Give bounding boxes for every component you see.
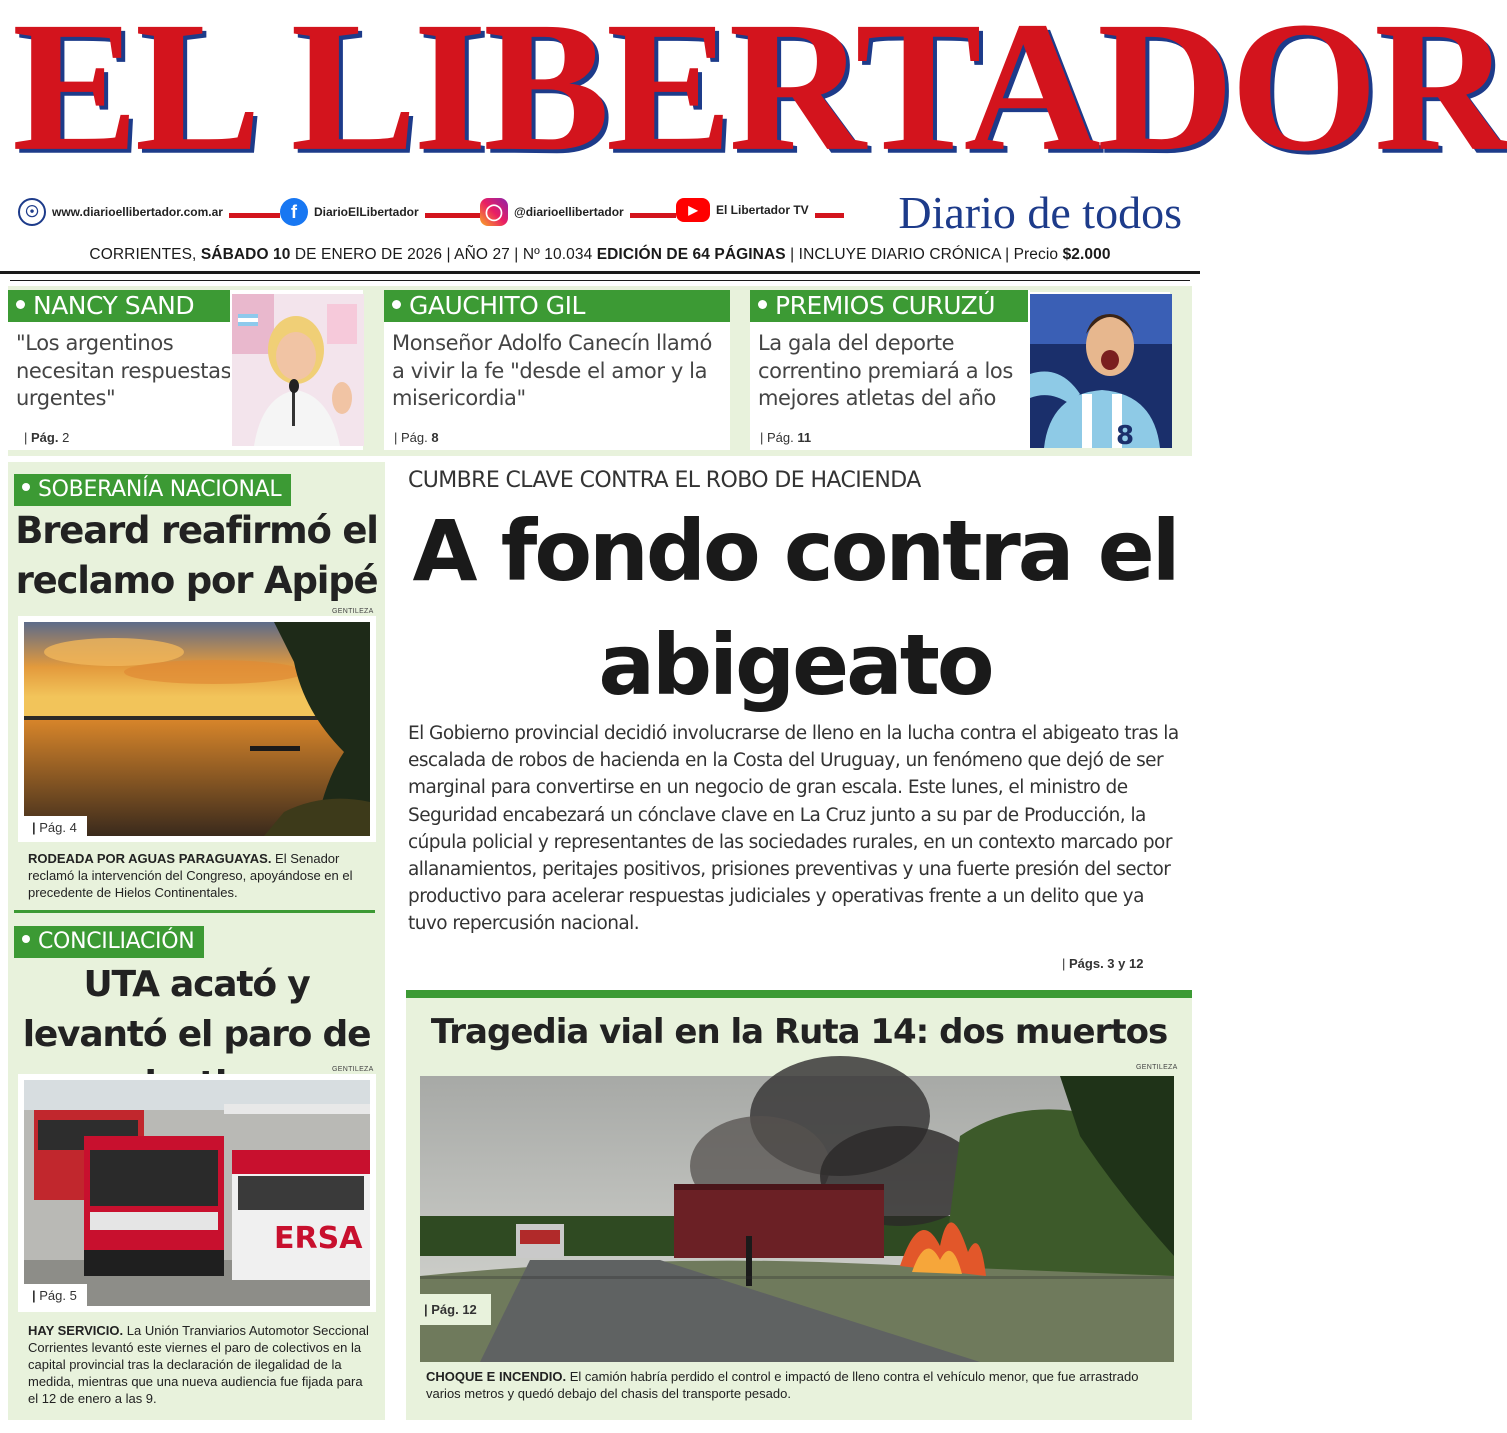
teaser-premios-curuzu[interactable] (750, 290, 1030, 450)
youtube-link[interactable] (676, 198, 815, 222)
river-sunset-image (24, 622, 370, 836)
accident-photo (420, 1076, 1174, 1362)
accident-story (406, 990, 1192, 1420)
photo-credit: GENTILEZA (332, 608, 374, 615)
main-headline[interactable]: A fondo contra el abigeato (412, 502, 1178, 714)
dateline-price: $2.000 (1062, 246, 1111, 263)
divider (10, 280, 1190, 281)
section-divider (14, 910, 375, 913)
section-label-conciliacion: CONCILIACIÓN (14, 926, 204, 958)
caption-tragedia: CHOQUE E INCENDIO. El camión habría perdido el control e impactó de lleno contra el vehículo menor, que fue arrastrado varios metros y quedó debajo del chasis del transporte pesado. (426, 1369, 1139, 1401)
page-ref: | Pág. 5 (24, 1284, 87, 1307)
headline-uta[interactable]: UTA acató y levantó el paro de (22, 964, 371, 1055)
instagram-link[interactable] (480, 198, 630, 226)
dateline (0, 246, 1200, 274)
teaser-photo-nancy-sand (230, 292, 362, 444)
headline-breard[interactable]: Breard reafirmó el reclamo por Apipé (15, 509, 378, 602)
page-ref-main: | Págs. 3 y 12 (1062, 956, 1144, 971)
section-label-soberania: SOBERANÍA NACIONAL (14, 474, 291, 506)
svg-text:ERSA: ERSA (274, 1221, 363, 1256)
athlete-image (1030, 294, 1172, 451)
facebook-icon: f (280, 198, 308, 226)
facebook-text: DiarioElLibertador (314, 205, 419, 219)
headline-tragedia[interactable]: Tragedia vial en la Ruta 14: dos muertos (430, 1012, 1168, 1052)
main-kicker: CUMBRE CLAVE CONTRA EL ROBO DE HACIENDA (408, 468, 921, 493)
teaser-photo-athlete (1028, 292, 1170, 451)
photo-frame (18, 1074, 376, 1312)
teaser-label: GAUCHITO GIL (384, 290, 730, 322)
photo-frame (18, 616, 376, 842)
caption-breard: RODEADA POR AGUAS PARAGUAYAS. El Senador reclamó la intervención del Congreso, apoyándose en el precedente de Hielos Continentales. (28, 851, 353, 900)
buses-image (24, 1080, 370, 1306)
teaser-label: NANCY SAND (8, 290, 230, 322)
newspaper-logo[interactable]: EL LIBERTADOR (12, 0, 1507, 191)
dateline-day: SÁBADO 10 (200, 246, 291, 263)
dateline-city: CORRIENTES, (89, 246, 201, 263)
youtube-icon: ▶ (676, 198, 710, 222)
teaser-text: La gala del deporte correntino premiará a los mejores atletas del año (758, 331, 1013, 410)
website-text: www.diarioellibertador.com.ar (52, 205, 223, 219)
portrait-image (232, 294, 364, 446)
teaser-label: PREMIOS CURUZÚ (750, 290, 1028, 322)
masthead (0, 0, 1507, 191)
page-ref: | Pág. 4 (24, 816, 87, 839)
caption-uta: HAY SERVICIO. La Unión Tranviarios Automotor Seccional Corrientes levantó este viernes el paro de colectivos en la capital provincial tras la declaración de ilegalidad de la medida, mientras que una nueva audiencia fue fijada para el 12 de enero a las 9. (28, 1323, 369, 1406)
page-ref: | Pág. 11 (760, 430, 812, 445)
svg-text:8: 8 (1116, 421, 1135, 451)
left-column (8, 462, 385, 1420)
facebook-link[interactable] (280, 198, 425, 226)
dateline-includes: | INCLUYE DIARIO CRÓNICA | Precio (785, 246, 1063, 263)
photo-credit: GENTILEZA (332, 1066, 374, 1073)
truck-fire-image (420, 1076, 1174, 1362)
dateline-date: DE ENERO DE 2026 | AÑO 27 | Nº 10.034 (290, 246, 597, 263)
teaser-text: "Los argentinos necesitan respuestas urgentes" (16, 331, 232, 410)
teaser-text: Monseñor Adolfo Canecín llamó a vivir la fe "desde el amor y la misericordia" (392, 331, 712, 410)
teaser-gauchito-gil[interactable] (384, 290, 730, 450)
social-bar (14, 196, 834, 226)
page-ref: | Pág. 2 (24, 430, 70, 445)
page-ref: | Pág. 12 (418, 1294, 491, 1325)
globe-icon: ☉ (18, 198, 46, 226)
tagline: Diario de todos (898, 187, 1182, 238)
teaser-row (8, 286, 1192, 456)
instagram-text: @diarioellibertador (514, 205, 624, 219)
photo-credit: GENTILEZA (1136, 1064, 1178, 1071)
dateline-edition: EDICIÓN DE 64 PÁGINAS (596, 246, 786, 263)
page-ref: | Pág. 8 (394, 430, 439, 445)
main-body: El Gobierno provincial decidió involucrarse de lleno en la lucha contra el abigeato tras la escalada de robos de hacienda en la Costa del Uruguay, un fenómeno que dejó de ser marginal para convertirse en un negocio de gran escala. Este lunes, el ministro de Seguridad encabezará un cónclave clave en La Cruz junto a su par de Producción, la cúpula policial y representantes de las sociedades rurales, en un contexto marcado por allanamientos, peritajes positivos, prisiones preventivas y una fuerte presión del sector productivo para acelerar respuestas judiciales y operativas frente a un delito que ya tuvo repercusión nacional. (408, 723, 1179, 935)
instagram-icon: ◯ (480, 198, 508, 226)
website-link[interactable] (18, 198, 229, 226)
youtube-text: El Libertador TV (716, 203, 809, 217)
